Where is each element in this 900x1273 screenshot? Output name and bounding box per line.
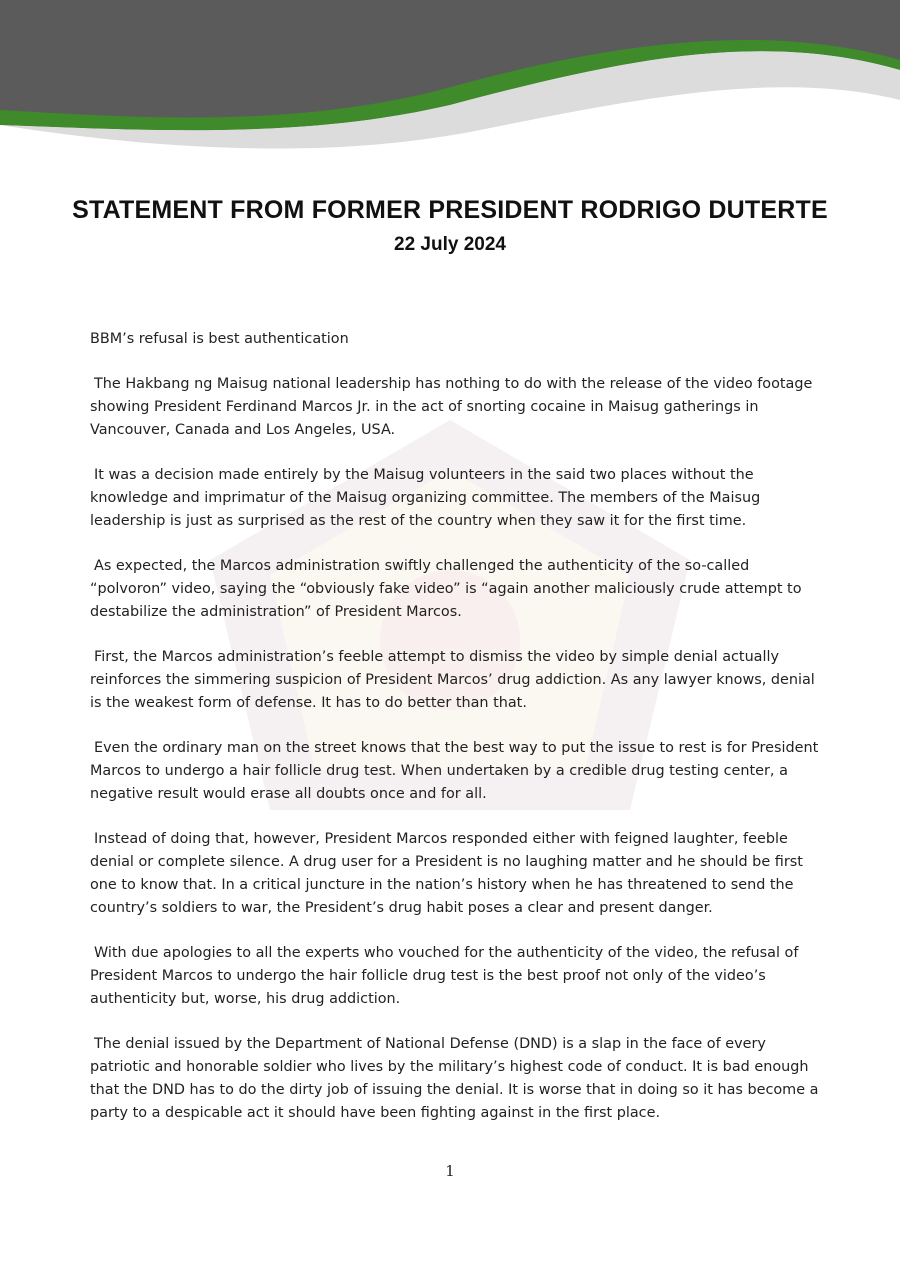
paragraph-7: With due apologies to all the experts who vouched for the authenticity of the video, the refusal of President Marcos to undergo the hair follicle drug test is the best proof not only of the video’s authenticity but, worse, his drug addiction. bbox=[90, 945, 799, 1007]
paragraph-2: It was a decision made entirely by the Maisug volunteers in the said two places without the knowledge and imprimatur of the Maisug organizing committee. The members of the Maisug leadership is just as surprised as the rest of the country when they saw it for the first time. bbox=[90, 467, 761, 529]
statement-body bbox=[90, 328, 820, 1147]
paragraph-3: As expected, the Marcos administration swiftly challenged the authenticity of the so-called “polvoron” video, saying the “obviously fake video” is “again another maliciously crude attempt to destabilize the administration” of President Marcos. bbox=[90, 558, 802, 620]
page-number: 1 bbox=[445, 1162, 455, 1180]
statement-title: STATEMENT FROM FORMER PRESIDENT RODRIGO DUTERTE bbox=[72, 196, 828, 224]
paragraph-1: The Hakbang ng Maisug national leadership has nothing to do with the release of the video footage showing President Ferdinand Marcos Jr. in the act of snorting cocaine in Maisug gatherings in Vancouver, Canada and Los Angeles, USA. bbox=[90, 376, 813, 438]
paragraph-6: Instead of doing that, however, President Marcos responded either with feigned laughter, feeble denial or complete silence. A drug user for a President is no laughing matter and he should be first one to know that. In a critical juncture in the nation’s history when he has threatened to send the country’s soldiers to war, the President’s drug habit poses a clear and present danger. bbox=[90, 831, 803, 916]
paragraph-5: Even the ordinary man on the street knows that the best way to put the issue to rest is for President Marcos to undergo a hair follicle drug test. When undertaken by a credible drug testing center, a negative result would erase all doubts once and for all. bbox=[90, 740, 819, 802]
statement-heading: BBM’s refusal is best authentication bbox=[90, 331, 349, 347]
paragraph-4: First, the Marcos administration’s feeble attempt to dismiss the video by simple denial actually reinforces the simmering suspicion of President Marcos’ drug addiction. As any lawyer knows, denial is the weakest form of defense. It has to do better than that. bbox=[90, 649, 815, 711]
statement-date: 22 July 2024 bbox=[394, 234, 506, 255]
paragraph-8: The denial issued by the Department of National Defense (DND) is a slap in the face of every patriotic and honorable soldier who lives by the military’s highest code of conduct. It is bad enough that the DND has to do the dirty job of issuing the denial. It is worse that in doing so it has become a party to a despicable act it should have been fighting against in the first place. bbox=[90, 1036, 819, 1121]
header-wave-banner bbox=[0, 0, 900, 160]
